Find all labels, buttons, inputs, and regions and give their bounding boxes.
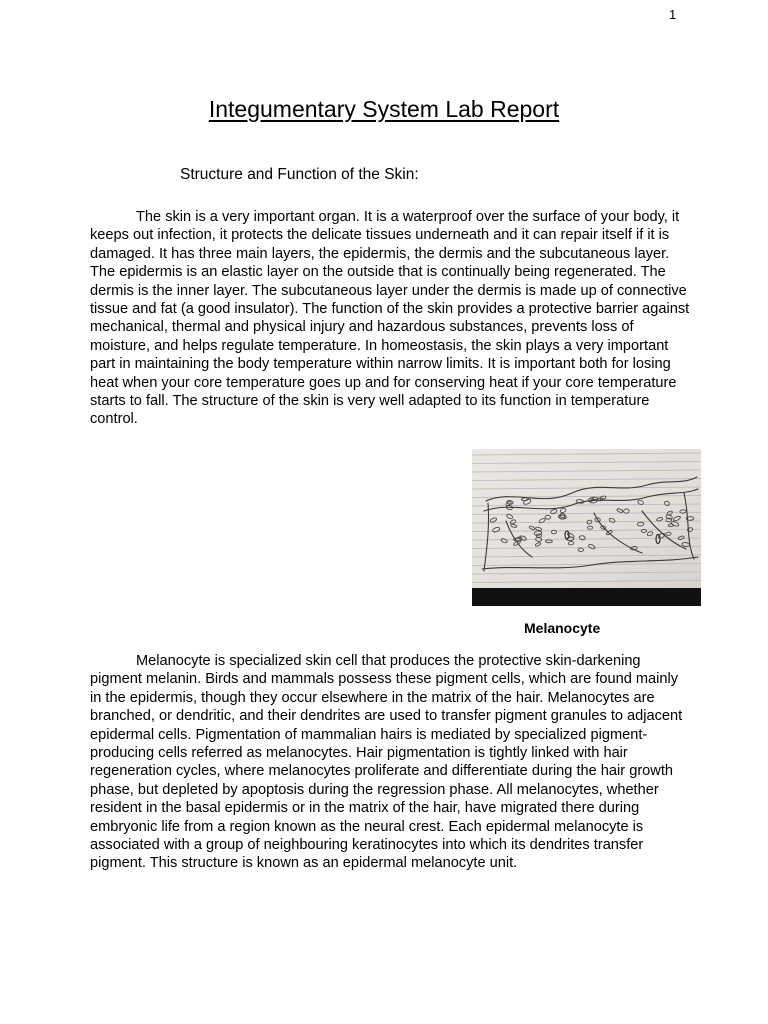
document-title: Integumentary System Lab Report (208, 96, 560, 122)
paragraph-melanocyte: Melanocyte is specialized skin cell that produces the protective skin-darkening pigment melanin. Birds and mammals possess these pigment cells, which are found mainly in the epidermis, though they occur elsewhere in the matrix of the hair. Melanocytes are branched, or dendritic, and their dendrites are used to transfer pigment granules to adjacent epidermal cells. Pigmentation of mammalian hairs is mediated by specialized pigment-producing cells referred as melanocytes. Hair pigmentation is tightly linked with hair regeneration cycles, where melanocytes proliferate and differentiate during the hair growth phase, but depleted by apoptosis during the regression phase. All melanocytes, whether resident in the basal epidermis or in the matrix of the hair, have migrated there during embryonic life from a region known as the neural crest. Each epidermal melanocyte is associated with a group of neighbouring keratinocytes into which its dendrites transfer pigment. This structure is known as an epidermal melanocyte unit. (90, 653, 683, 872)
section-heading: Structure and Function of the Skin: (180, 166, 419, 183)
paragraph-skin-structure: The skin is a very important organ. It is a waterproof over the surface of your body, it keeps out infection, it protects the delicate tissues underneath and it can repair itself if it is damaged. It has three main layers, the epidermis, the dermis and the subcutaneous layer. The epidermis is an elastic layer on the outside that is continually being regenerated. The dermis is the inner layer. The subcutaneous layer under the dermis is made up of connective tissue and fat (a good insulator). The function of the skin provides a protective barrier against mechanical, thermal and physical injury and hazardous substances, prevents loss of moisture, and helps regulate temperature. In homeostasis, the skin plays a very important part in maintaining the body temperature within narrow limits. It is important both for losing heat when your core temperature goes up and for conserving heat if your core temperature starts to fall. The structure of the skin is very well adapted to its function in temperature control. (90, 209, 690, 428)
skin-sketch-photo (472, 449, 701, 606)
figure-caption: Melanocyte (524, 620, 601, 636)
page-number: 1 (669, 7, 677, 22)
